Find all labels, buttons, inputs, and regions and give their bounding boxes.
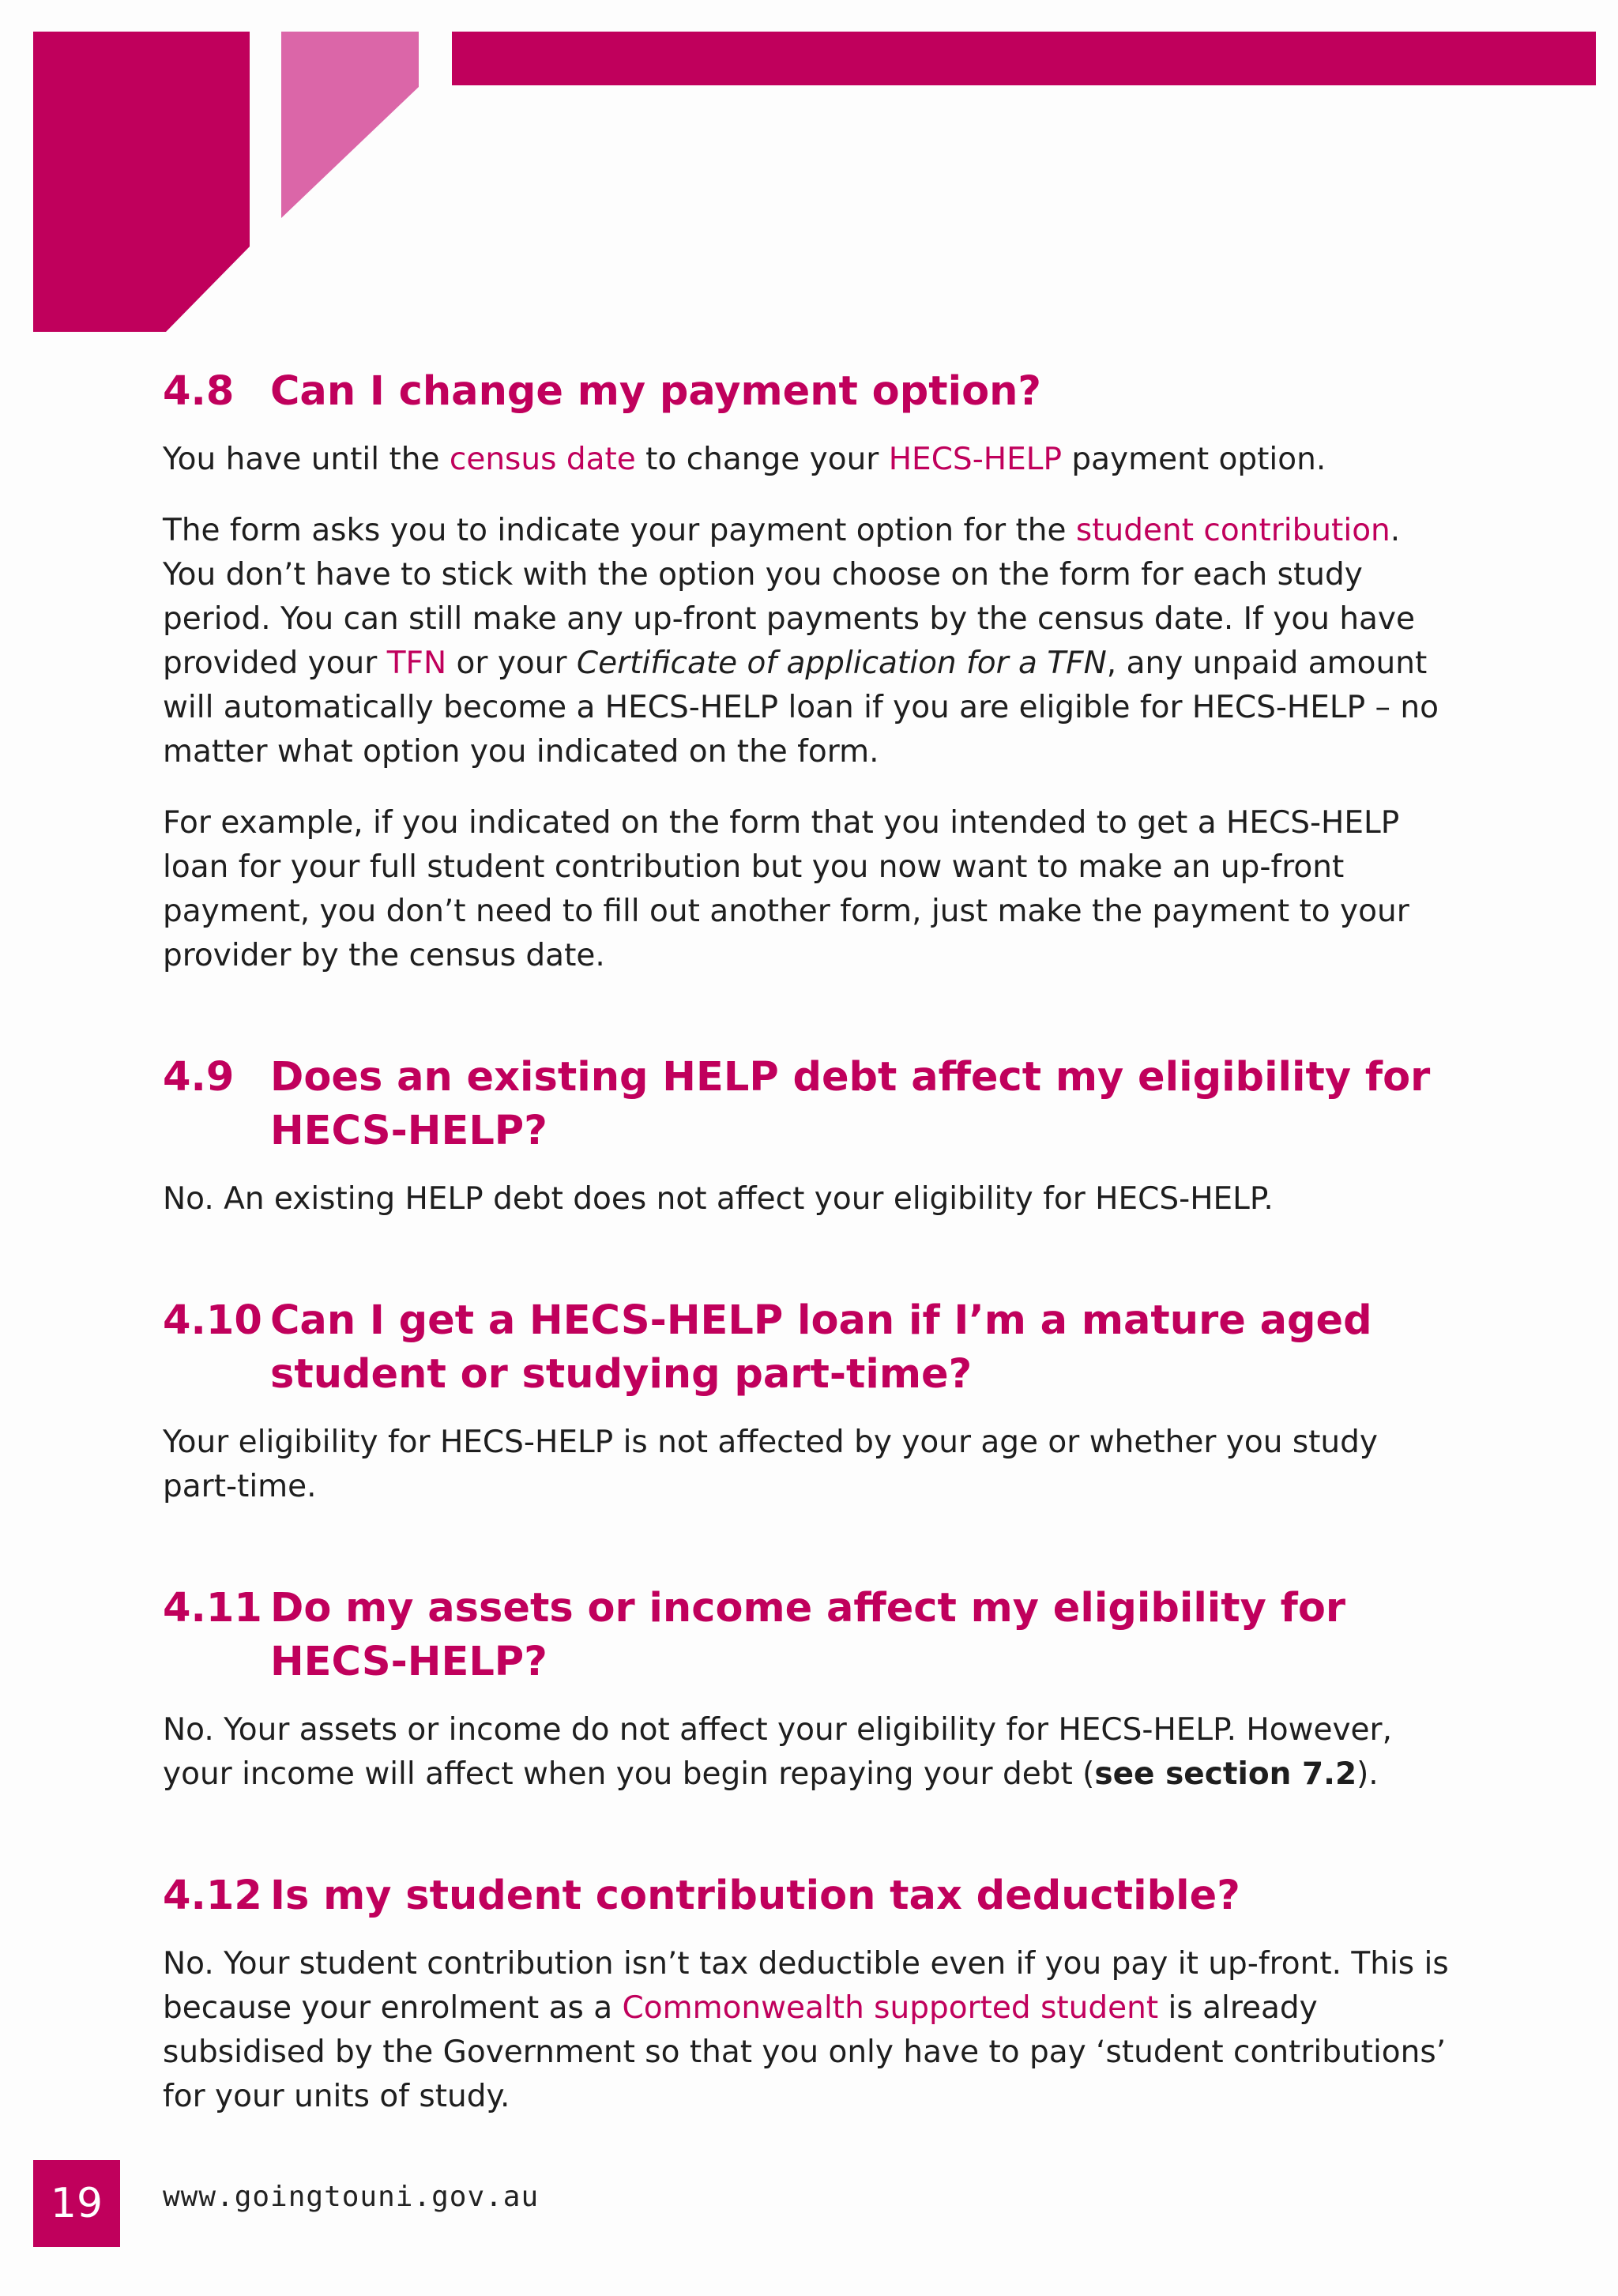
text-run: No. Your student contribution isn’t tax deductible even if you pay it up-front. This is because your enrolment as a <box>163 1946 1449 2026</box>
page-content <box>163 365 1458 2119</box>
section-number: 4.10 <box>163 1297 262 1344</box>
commonwealth-supported-student-link[interactable]: Commonwealth supported student <box>622 1990 1159 2026</box>
section-title: Can I change my payment option? <box>270 368 1041 415</box>
section-4-12 <box>163 1869 1458 2119</box>
paragraph: No. An existing HELP debt does not affect your eligibility for HECS-HELP. <box>163 1181 1274 1217</box>
text-run: You have until the <box>163 442 450 477</box>
text-run: No. Your assets or income do not affect your eligibility for HECS-HELP. However, your income will affect when you begin repaying your debt ( <box>163 1712 1392 1792</box>
header-decoration <box>0 0 1618 340</box>
section-heading <box>163 1051 1458 1158</box>
text-run: ). <box>1356 1756 1379 1792</box>
paragraph: Your eligibility for HECS-HELP is not affected by your age or whether you study part-time. <box>163 1425 1378 1504</box>
section-number: 4.12 <box>163 1873 262 1919</box>
section-number: 4.9 <box>163 1054 235 1101</box>
text-run: The form asks you to indicate your payment option for the <box>163 513 1076 548</box>
text-run: or your <box>446 646 577 681</box>
text-run: is already subsidised by the Government so that you only have to pay ‘student contributions’ for your units of study. <box>163 1990 1447 2114</box>
text-run: . You don’t have to stick with the option you choose on the form for each study period. You can still make any up-front payments by the census date. If you have provided your <box>163 513 1416 681</box>
section-heading <box>163 1869 1458 1923</box>
section-heading <box>163 1294 1458 1402</box>
paragraph <box>163 1708 1458 1797</box>
footer-url[interactable]: www.goingtouni.gov.au <box>163 2181 540 2213</box>
text-run: to change your <box>635 442 889 477</box>
text-run: payment option. <box>1061 442 1326 477</box>
corner-block <box>33 32 250 332</box>
student-contribution-link[interactable]: student contribution <box>1075 513 1390 548</box>
paragraph <box>163 438 1458 482</box>
text-run: , any unpaid amount will automatically become a HECS-HELP loan if you are eligible for HECS-HELP – no matter what option you indicated on the form. <box>163 646 1439 770</box>
section-4-10 <box>163 1294 1458 1509</box>
section-4-8 <box>163 365 1458 978</box>
section-4-9 <box>163 1051 1458 1221</box>
section-title: Does an existing HELP debt affect my eligibility for HECS-HELP? <box>270 1054 1431 1154</box>
section-number: 4.8 <box>163 368 235 415</box>
section-title: Can I get a HECS-HELP loan if I’m a mature aged student or studying part-time? <box>270 1297 1372 1398</box>
header-bar <box>452 32 1596 85</box>
italic-text: Certificate of application for a TFN <box>576 646 1107 681</box>
paragraph: For example, if you indicated on the form that you intended to get a HECS-HELP loan for your full student contribution but you now want to make an up-front payment, you don’t need to fill out another form, just make the payment to your provider by the census date. <box>163 805 1409 973</box>
section-4-11 <box>163 1582 1458 1797</box>
section-heading <box>163 1582 1458 1689</box>
section-number: 4.11 <box>163 1585 262 1632</box>
page-number: 19 <box>33 2160 120 2247</box>
section-reference: see section 7.2 <box>1094 1756 1357 1792</box>
section-title: Is my student contribution tax deductible? <box>270 1873 1240 1919</box>
tfn-link[interactable]: TFN <box>386 646 447 681</box>
corner-accent <box>281 32 419 218</box>
section-title: Do my assets or income affect my eligibility for HECS-HELP? <box>270 1585 1346 1685</box>
paragraph <box>163 1942 1458 2119</box>
section-heading <box>163 365 1458 419</box>
paragraph <box>163 509 1458 774</box>
census-date-link[interactable]: census date <box>449 442 636 477</box>
hecs-help-link[interactable]: HECS-HELP <box>888 442 1062 477</box>
